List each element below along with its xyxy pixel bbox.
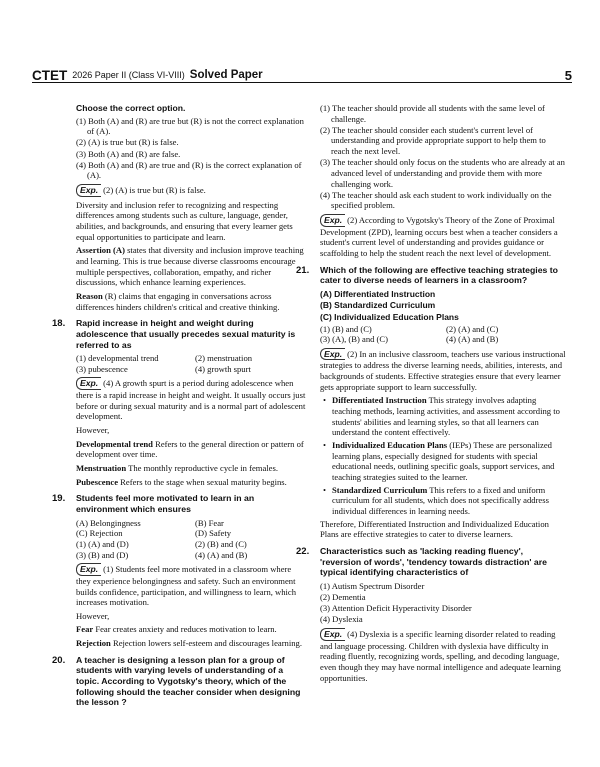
header-subtitle: 2026 Paper II (Class VI-VIII): [72, 70, 185, 81]
list-item: [332, 485, 566, 517]
exp-text: (2) According to Vygotsky's Theory of the Zone of Proximal Development (ZPD), learning occurs best when a teacher considers a student's current level of understanding and provides guidance or scaffolding to help the student reach the next level of development.: [320, 215, 558, 259]
exp-tag: Exp.: [320, 348, 345, 361]
header-title: Solved Paper: [189, 69, 263, 82]
question-text: Students feel more motivated to learn in an environment which ensures: [76, 493, 255, 514]
choose-instruction: Choose the correct option.: [76, 103, 186, 113]
exp-tag: Exp.: [76, 563, 101, 576]
explanation-18: [76, 377, 308, 487]
page-header: [32, 66, 572, 83]
term: Pubescence: [76, 476, 119, 487]
exp-paragraph: (R) claims that engaging in conversations across differences hinders children's critical and creative thinking.: [76, 291, 280, 312]
option: (4) Both (A) and (R) are true and (R) is the correct explanation of (A).: [76, 159, 302, 181]
option: (4) Dyslexia: [320, 614, 363, 625]
term: Differentiated Instruction: [332, 395, 427, 406]
definition: Rejection lowers self-esteem and discourages learning.: [110, 638, 302, 649]
definition: (IEPs) These are personalized learning plans, especially designed for students with special educational needs, outlining specific goals, support services, and teaching strategies suited to the learner.: [332, 440, 555, 483]
definition: The monthly reproductive cycle in females.: [126, 463, 278, 474]
question-19: [52, 493, 308, 514]
exp-tag: Exp.: [320, 628, 345, 641]
question-text: A teacher is designing a lesson plan for a group of students with varying levels of understanding of a topic. According to Vygotsky's theory, which of the following should the teacher consider when designing the lesson ?: [76, 654, 301, 708]
term: Individualized Education Plans: [332, 440, 448, 451]
question-18: [52, 318, 308, 350]
option: (1) developmental trend: [76, 353, 159, 364]
exp-tag: Exp.: [320, 214, 345, 227]
options-grid: [76, 539, 308, 560]
item: (D) Safety: [195, 528, 232, 539]
option: (4) The teacher should ask each student to work individually on the specified problem.: [320, 189, 552, 211]
option: (2) The teacher should consider each student's current level of understanding and provide appropriate support to help them to reach the next level.: [320, 124, 546, 157]
term: Menstruation: [76, 463, 127, 474]
items-grid: [76, 518, 308, 539]
term: Reason: [76, 291, 103, 301]
item: (C) Rejection: [76, 528, 123, 539]
exp-tag: Exp.: [76, 377, 101, 390]
right-column: [296, 103, 566, 686]
option: (3) (B) and (D): [76, 549, 129, 560]
option: (2) menstruation: [195, 353, 253, 364]
however: However,: [76, 610, 110, 621]
item: (C) Individualized Education Plans: [320, 311, 459, 322]
option: (4) (A) and (B): [195, 549, 248, 560]
option: (2) (A) is true but (R) is false.: [76, 137, 179, 148]
header-brand: CTET: [32, 67, 68, 83]
option: (3) Both (A) and (R) are false.: [76, 148, 181, 159]
term: Standardized Curriculum: [332, 484, 428, 495]
however: However,: [76, 425, 110, 436]
list-item: [332, 395, 566, 438]
question-text: Rapid increase in height and weight during adolescence that usually precedes sexual maturity is referred to as: [76, 318, 296, 350]
question-22: [296, 545, 566, 578]
option: (3) The teacher should only focus on the students who are already at an advanced level of understanding and provide them with more challenging work.: [320, 157, 565, 189]
question-text: Which of the following are effective teaching strategies to cater to diverse needs of learners in a classroom?: [320, 264, 558, 286]
exp-text: (4) Dyslexia is a specific learning disorder related to reading and language processing. Children with dyslexia have difficulty in reading fluently, recognizing words, spelling, and decoding language, even though they may have normal intelligence and adequate learning opportunities.: [320, 628, 561, 683]
item: (A) Differentiated Instruction: [320, 288, 436, 299]
exp-paragraph: states that diversity and inclusion improve teaching and learning. This is true because diverse classrooms encourage multiple perspectives, collaboration, empathy, and richer discussions, which enhance learning experiences.: [76, 245, 304, 288]
option: (2) (A) and (C): [446, 323, 499, 334]
definition: This strategy involves adapting teaching methods, learning activities, and assessment according to students' abilities and learning styles, so that all learners can understand the content effectively.: [332, 395, 560, 438]
question-number: 20.: [52, 654, 66, 666]
left-column: [52, 103, 308, 711]
exp-lead: (2) (A) is true but (R) is false.: [103, 185, 206, 196]
exp-text: (4) A growth spurt is a period during adolescence when there is a rapid increase in height and weight. It usually occurs just before or during sexual maturity and is a normal part of adolescent development.: [76, 378, 306, 422]
definition: Refers to the general direction or pattern of development over time.: [76, 438, 304, 460]
question-text: Characteristics such as 'lacking reading fluency', 'reversion of words', 'tendency towards distraction' are typical identifying characteristics of: [320, 545, 547, 578]
question-number: 18.: [52, 318, 66, 330]
option: (3) Attention Deficit Hyperactivity Disorder: [320, 603, 472, 614]
option: (1) (B) and (C): [320, 323, 372, 334]
question-20: [52, 654, 308, 708]
options-grid: [320, 324, 566, 345]
explanation-17: [76, 184, 308, 312]
option: (2) Dementia: [320, 591, 366, 602]
exp-tag: Exp.: [76, 184, 101, 197]
exp-text: (1) Students feel more motivated in a classroom where they experience belongingness and safety. Such an environment builds confidence, participation, and willingness to learn, which increases motivation.: [76, 564, 297, 608]
term: Developmental trend: [76, 438, 153, 449]
options-grid: [76, 353, 308, 374]
explanation-19: [76, 563, 308, 649]
list-item: [332, 440, 566, 483]
question-number: 22.: [296, 545, 310, 557]
term: Rejection: [76, 638, 111, 649]
question-21: [296, 264, 566, 286]
option: (1) The teacher should provide all students with the same level of challenge.: [320, 103, 545, 124]
exp-text: (2) In an inclusive classroom, teachers use various instructional strategies to address the diverse learning needs, abilities, interests, and backgrounds of students. Effective strategies ensure that every learner gets appropriate support to learn successfully.: [320, 348, 566, 392]
page-number: 5: [564, 68, 572, 83]
option: (1) Both (A) and (R) are true but (R) is not the correct explanation of (A).: [76, 115, 304, 137]
item: (B) Fear: [195, 517, 224, 528]
term: Assertion (A): [76, 245, 125, 256]
definition: Fear creates anxiety and reduces motivation to learn.: [93, 624, 277, 635]
question-number: 19.: [52, 493, 66, 505]
conclusion: Therefore, Differentiated Instruction and Individualized Education Plans are effective strategies to cater to diverse learners.: [320, 518, 549, 540]
option: (2) (B) and (C): [195, 538, 247, 549]
question-number: 21.: [296, 264, 310, 276]
option: (1) (A) and (D): [76, 538, 129, 549]
option: (4) (A) and (B): [446, 334, 499, 345]
option: (1) Autism Spectrum Disorder: [320, 580, 425, 591]
option: (3) pubescence: [76, 363, 128, 374]
definition: Refers to the stage when sexual maturity begins.: [118, 476, 287, 487]
explanation-20: [320, 214, 566, 259]
item: (A) Belongingness: [76, 517, 141, 528]
bullet-list: [320, 395, 566, 516]
term: Fear: [76, 624, 94, 635]
option: (3) (A), (B) and (C): [320, 334, 389, 345]
explanation-22: [320, 628, 566, 683]
exp-paragraph: Diversity and inclusion refer to recognizing and respecting differences among students such as culture, language, gender, abilities, and backgrounds, and ensuring that every learner gets equal opportunities to participate and learn.: [76, 199, 293, 242]
explanation-21: [320, 348, 566, 540]
item: (B) Standardized Curriculum: [320, 300, 436, 311]
option: (4) growth spurt: [195, 363, 251, 374]
definition: This refers to a fixed and uniform curriculum for all students, which does not specifically address individual differences in learning needs.: [332, 484, 549, 516]
